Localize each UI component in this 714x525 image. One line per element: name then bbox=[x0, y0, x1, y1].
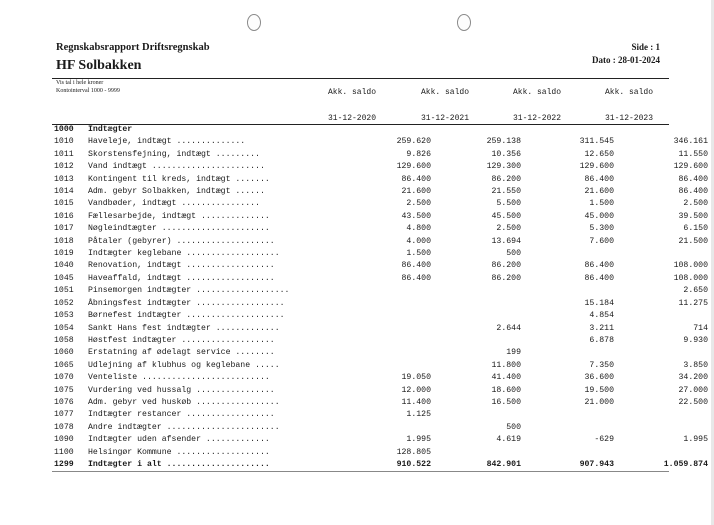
account-number: 1000 bbox=[54, 125, 74, 134]
account-number: 1045 bbox=[54, 273, 74, 283]
balance-2021 bbox=[431, 335, 521, 347]
account-number: 1060 bbox=[54, 348, 74, 358]
balance-2020 bbox=[328, 422, 431, 434]
table-row bbox=[54, 174, 708, 186]
balance-2020: 19.050 bbox=[401, 373, 431, 383]
balance-2023 bbox=[614, 447, 708, 459]
balance-2022: 21.000 bbox=[584, 397, 614, 407]
account-description: Høstfest indtægter ................... bbox=[88, 335, 275, 345]
account-number: 1051 bbox=[54, 286, 74, 296]
table-row bbox=[54, 372, 708, 384]
balance-2023: 129.600 bbox=[673, 162, 708, 172]
balance-2020: 4.000 bbox=[406, 236, 431, 246]
balance-2020 bbox=[328, 335, 431, 347]
table-row bbox=[54, 161, 708, 173]
balance-2023: 34.200 bbox=[678, 373, 708, 383]
balance-2023 bbox=[614, 409, 708, 421]
page-number: Side : 1 bbox=[631, 42, 660, 52]
account-number: 1054 bbox=[54, 323, 74, 333]
account-number: 1058 bbox=[54, 335, 74, 345]
table-row bbox=[54, 385, 708, 397]
balance-2021: 13.694 bbox=[491, 236, 521, 246]
account-description: Helsingør Kommune ................... bbox=[88, 447, 270, 457]
organization-name: HF Solbakken bbox=[56, 58, 142, 73]
table-row bbox=[54, 323, 708, 335]
balance-2022: -629 bbox=[594, 435, 614, 445]
table-row bbox=[54, 124, 708, 136]
column-3-date: 31-12-2022 bbox=[512, 114, 561, 123]
account-number: 1090 bbox=[54, 435, 74, 445]
account-description: Indtægter i alt ..................... bbox=[88, 459, 270, 469]
balance-2020: 12.000 bbox=[401, 385, 431, 395]
account-description: Pinsemorgen indtægter ................... bbox=[88, 286, 290, 296]
balance-2020 bbox=[328, 310, 431, 322]
balance-2022: 7.600 bbox=[589, 236, 614, 246]
column-1-date: 31-12-2020 bbox=[327, 114, 376, 123]
account-description: Fællesarbejde, indtægt .............. bbox=[88, 211, 270, 221]
punch-hole-left bbox=[247, 14, 261, 31]
balance-2023: 27.000 bbox=[678, 385, 708, 395]
table-row bbox=[54, 310, 708, 322]
balance-2021: 18.600 bbox=[491, 385, 521, 395]
table-row bbox=[54, 409, 708, 421]
balance-2020: 129.600 bbox=[396, 162, 431, 172]
balance-2023: 21.500 bbox=[678, 236, 708, 246]
balance-2020: 1.500 bbox=[406, 249, 431, 259]
account-description: Indtægter bbox=[88, 125, 133, 134]
balance-2021 bbox=[431, 285, 521, 297]
balance-2022: 36.600 bbox=[584, 373, 614, 383]
table-row bbox=[54, 285, 708, 297]
table-row bbox=[54, 360, 708, 372]
balance-2021: 2.500 bbox=[496, 224, 521, 234]
balance-2021: 842.901 bbox=[486, 459, 521, 469]
table-row bbox=[54, 273, 708, 285]
balance-2023 bbox=[614, 310, 708, 322]
table-row bbox=[54, 260, 708, 272]
table-row bbox=[54, 198, 708, 210]
account-number: 1040 bbox=[54, 261, 74, 271]
account-description: Haveaffald, indtægt .................. bbox=[88, 273, 275, 283]
account-description: Haveleje, indtægt .............. bbox=[88, 137, 246, 147]
balance-2023: 1.059.874 bbox=[663, 459, 708, 469]
balance-2021: 259.138 bbox=[486, 137, 521, 147]
account-number: 1015 bbox=[54, 199, 74, 209]
balance-2022 bbox=[521, 347, 614, 359]
balance-2020 bbox=[328, 347, 431, 359]
account-description: Påtaler (gebyrer) .................... bbox=[88, 236, 275, 246]
account-description: Børnefest indtægter .................... bbox=[88, 311, 285, 321]
balance-2020: 259.620 bbox=[396, 137, 431, 147]
balance-2022: 3.211 bbox=[589, 323, 614, 333]
account-number: 1052 bbox=[54, 298, 74, 308]
balance-2020: 1.995 bbox=[406, 435, 431, 445]
balance-2021 bbox=[431, 409, 521, 421]
balance-2020: 9.826 bbox=[406, 149, 431, 159]
table-row bbox=[54, 434, 708, 446]
balance-2023: 86.400 bbox=[678, 187, 708, 197]
account-description: Indtægter restancer .................. bbox=[88, 410, 275, 420]
account-description: Adm. gebyr ved huskøb ................. bbox=[88, 397, 280, 407]
balance-2023: 86.400 bbox=[678, 174, 708, 184]
total-rule bbox=[52, 471, 669, 472]
balance-2022: 311.545 bbox=[579, 137, 614, 147]
balance-2021: 21.550 bbox=[491, 187, 521, 197]
balance-2022: 21.600 bbox=[584, 187, 614, 197]
balance-2021 bbox=[431, 124, 521, 136]
balance-2020: 43.500 bbox=[401, 211, 431, 221]
balance-2022 bbox=[521, 248, 614, 260]
account-number: 1077 bbox=[54, 410, 74, 420]
balance-2022: 19.500 bbox=[584, 385, 614, 395]
account-description: Indtægter uden afsender ............. bbox=[88, 435, 270, 445]
account-number: 1070 bbox=[54, 373, 74, 383]
report-date: Dato : 28-01-2024 bbox=[592, 55, 660, 65]
account-description: Vandbøder, indtægt ................ bbox=[88, 199, 260, 209]
balance-2021 bbox=[431, 447, 521, 459]
balance-2023: 2.500 bbox=[683, 199, 708, 209]
account-description: Skorstensfejning, indtægt ......... bbox=[88, 149, 260, 159]
column-1-label: Akk. saldo bbox=[327, 88, 376, 97]
balance-2022 bbox=[521, 447, 614, 459]
table-row bbox=[54, 335, 708, 347]
report-title: Regnskabsrapport Driftsregnskab bbox=[56, 42, 210, 53]
balance-2021: 5.500 bbox=[496, 199, 521, 209]
account-number: 1012 bbox=[54, 162, 74, 172]
balance-2021: 500 bbox=[506, 422, 521, 432]
balance-2021: 11.800 bbox=[491, 360, 521, 370]
balance-2021: 199 bbox=[506, 348, 521, 358]
balance-2020: 4.800 bbox=[406, 224, 431, 234]
balance-2020: 11.400 bbox=[401, 397, 431, 407]
balance-2022 bbox=[521, 422, 614, 434]
balance-2023: 346.161 bbox=[673, 137, 708, 147]
table-row bbox=[54, 347, 708, 359]
column-4-label: Akk. saldo bbox=[604, 88, 653, 97]
account-description: Erstatning af ødelagt service ........ bbox=[88, 348, 275, 358]
column-4-date: 31-12-2023 bbox=[604, 114, 653, 123]
balance-2023 bbox=[614, 124, 708, 136]
account-description: Vurdering ved hussalg ................ bbox=[88, 385, 275, 395]
account-number: 1014 bbox=[54, 187, 74, 197]
table-row bbox=[54, 186, 708, 198]
balance-2023: 714 bbox=[693, 323, 708, 333]
account-number: 1078 bbox=[54, 422, 74, 432]
table-row bbox=[54, 136, 708, 148]
balance-2022 bbox=[521, 124, 614, 136]
balance-2023 bbox=[614, 422, 708, 434]
balance-2023: 11.275 bbox=[678, 298, 708, 308]
account-description: Kontingent til kreds, indtægt ....... bbox=[88, 174, 270, 184]
balance-2021: 10.356 bbox=[491, 149, 521, 159]
balance-2021 bbox=[431, 298, 521, 310]
balance-2023: 2.650 bbox=[683, 286, 708, 296]
balance-2022 bbox=[521, 285, 614, 297]
account-number: 1075 bbox=[54, 385, 74, 395]
account-number: 1053 bbox=[54, 311, 74, 321]
balance-2023: 6.150 bbox=[683, 224, 708, 234]
table-row bbox=[54, 459, 708, 471]
balance-2021: 45.500 bbox=[491, 211, 521, 221]
account-description: Adm. gebyr Solbakken, indtægt ...... bbox=[88, 187, 265, 197]
balance-2020: 21.600 bbox=[401, 187, 431, 197]
table-row bbox=[54, 298, 708, 310]
balance-2022: 5.300 bbox=[589, 224, 614, 234]
balance-2022: 907.943 bbox=[579, 459, 614, 469]
balance-2020: 910.522 bbox=[396, 459, 431, 469]
balance-2021: 500 bbox=[506, 249, 521, 259]
balance-2021: 4.619 bbox=[496, 435, 521, 445]
balance-2022: 1.500 bbox=[589, 199, 614, 209]
balance-2020: 128.805 bbox=[396, 447, 431, 457]
balance-2020: 86.400 bbox=[401, 174, 431, 184]
account-description: Udlejning af klubhus og keglebane ..... bbox=[88, 360, 280, 370]
account-number: 1017 bbox=[54, 224, 74, 234]
balance-2022: 86.400 bbox=[584, 174, 614, 184]
table-row bbox=[54, 248, 708, 260]
balance-2023: 108.000 bbox=[673, 273, 708, 283]
balance-2021: 86.200 bbox=[491, 273, 521, 283]
balance-2021: 86.200 bbox=[491, 261, 521, 271]
balance-2023: 39.500 bbox=[678, 211, 708, 221]
balance-2023: 11.550 bbox=[678, 149, 708, 159]
balance-2022: 7.350 bbox=[589, 360, 614, 370]
table-row bbox=[54, 223, 708, 235]
balance-2022: 12.650 bbox=[584, 149, 614, 159]
account-number: 1299 bbox=[54, 459, 74, 469]
balance-2023: 1.995 bbox=[683, 435, 708, 445]
account-description: Åbningsfest indtægter .................. bbox=[88, 298, 285, 308]
account-description: Renovation, indtægt .................. bbox=[88, 261, 275, 271]
column-2-label: Akk. saldo bbox=[420, 88, 469, 97]
balance-2020 bbox=[328, 124, 431, 136]
balance-2020 bbox=[328, 323, 431, 335]
account-description: Vand indtægt ....................... bbox=[88, 162, 265, 172]
balance-2021: 86.200 bbox=[491, 174, 521, 184]
balance-2021: 2.644 bbox=[496, 323, 521, 333]
account-number: 1019 bbox=[54, 249, 74, 259]
balance-2020 bbox=[328, 285, 431, 297]
punch-hole-right bbox=[457, 14, 471, 31]
account-description: Andre indtægter ....................... bbox=[88, 422, 280, 432]
balance-2022: 86.400 bbox=[584, 261, 614, 271]
table-row bbox=[54, 149, 708, 161]
account-table bbox=[54, 124, 708, 471]
balance-2023: 9.930 bbox=[683, 335, 708, 345]
balance-2020 bbox=[328, 298, 431, 310]
balance-2022: 15.184 bbox=[584, 298, 614, 308]
table-row bbox=[54, 236, 708, 248]
account-range-note: Kontointerval 1000 - 9999 bbox=[56, 88, 120, 94]
table-row bbox=[54, 397, 708, 409]
balance-2023: 3.850 bbox=[683, 360, 708, 370]
balance-2022: 45.000 bbox=[584, 211, 614, 221]
column-2-date: 31-12-2021 bbox=[420, 114, 469, 123]
balance-2020: 86.400 bbox=[401, 273, 431, 283]
account-number: 1018 bbox=[54, 236, 74, 246]
balance-2022: 86.400 bbox=[584, 273, 614, 283]
balance-2021: 16.500 bbox=[491, 397, 521, 407]
account-description: Venteliste .......................... bbox=[88, 373, 270, 383]
balance-2023 bbox=[614, 248, 708, 260]
account-number: 1016 bbox=[54, 211, 74, 221]
balance-2023: 108.000 bbox=[673, 261, 708, 271]
table-row bbox=[54, 447, 708, 459]
balance-2021: 129.300 bbox=[486, 162, 521, 172]
balance-2022: 129.600 bbox=[579, 162, 614, 172]
account-table-body bbox=[54, 124, 708, 471]
table-row bbox=[54, 211, 708, 223]
account-number: 1011 bbox=[54, 149, 74, 159]
account-description: Nøgleindtægter ...................... bbox=[88, 224, 270, 234]
balance-2021: 41.400 bbox=[491, 373, 521, 383]
account-description: Sankt Hans fest indtægter ............. bbox=[88, 323, 280, 333]
balance-2020 bbox=[328, 360, 431, 372]
balance-2020: 2.500 bbox=[406, 199, 431, 209]
balance-2021 bbox=[431, 310, 521, 322]
account-number: 1065 bbox=[54, 360, 74, 370]
balance-2022: 4.854 bbox=[589, 311, 614, 321]
balance-2022: 6.878 bbox=[589, 335, 614, 345]
currency-note: Vis tal i hele kroner bbox=[56, 80, 104, 86]
balance-2022 bbox=[521, 409, 614, 421]
balance-2023 bbox=[614, 347, 708, 359]
header-rule-top bbox=[52, 78, 669, 79]
account-number: 1010 bbox=[54, 137, 74, 147]
account-number: 1076 bbox=[54, 397, 74, 407]
account-number: 1013 bbox=[54, 174, 74, 184]
account-description: Indtægter keglebane ................... bbox=[88, 249, 280, 259]
account-number: 1100 bbox=[54, 447, 74, 457]
balance-2023: 22.500 bbox=[678, 397, 708, 407]
column-3-label: Akk. saldo bbox=[512, 88, 561, 97]
balance-2020: 1.125 bbox=[406, 410, 431, 420]
table-row bbox=[54, 422, 708, 434]
balance-2020: 86.400 bbox=[401, 261, 431, 271]
